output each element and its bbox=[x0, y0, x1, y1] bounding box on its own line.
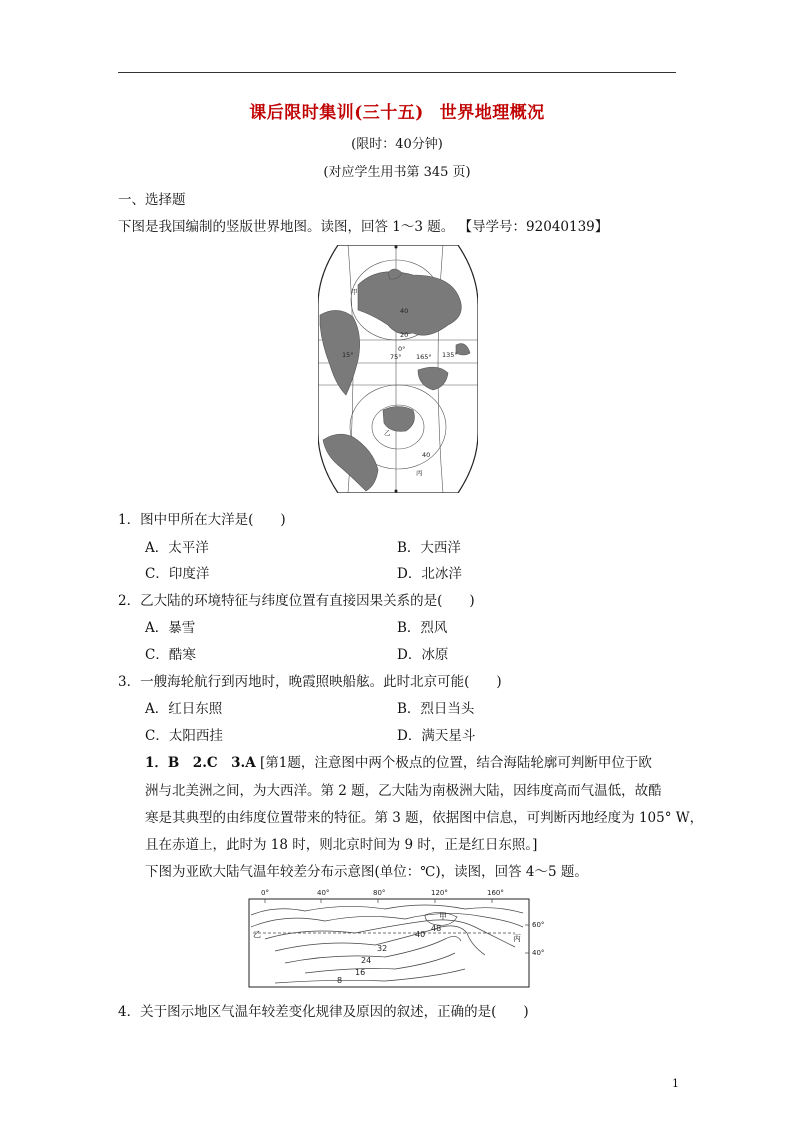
map2-tick-80: 80° bbox=[373, 889, 386, 897]
q2-option-a[interactable]: A．暴雪 bbox=[145, 620, 196, 636]
map2-tick-120: 120° bbox=[431, 889, 448, 897]
map1-label-20: 20 bbox=[400, 331, 409, 339]
map2-tick-40: 40° bbox=[317, 889, 330, 897]
answer-text-1: [第1题，注意图中两个极点的位置，结合海陆轮廓可判断甲位于欧 bbox=[260, 755, 652, 771]
map2-tick-60n: 60° bbox=[532, 921, 545, 929]
map2-label-jia: 甲 bbox=[439, 912, 447, 921]
q2-option-c[interactable]: C．酷寒 bbox=[145, 647, 196, 663]
q1-option-b[interactable]: B．大西洋 bbox=[397, 540, 461, 556]
q3-option-c[interactable]: C．太阳西挂 bbox=[145, 728, 223, 744]
map1-intro: 下图是我国编制的竖版世界地图。读图，回答 1～3 题。 【导学号：92040139】 bbox=[118, 219, 609, 235]
reference-page: (对应学生用书第 345 页) bbox=[323, 165, 471, 180]
vertical-world-map bbox=[318, 245, 478, 493]
q3-option-a[interactable]: A．红日东照 bbox=[145, 701, 223, 717]
answer-line-2: 洲与北美洲之间，为大西洋。第 2 题，乙大陆为南极洲大陆，因纬度高而气温低，故酷 bbox=[145, 783, 662, 799]
map1-label-40s: 40 bbox=[422, 451, 431, 459]
map2-label-16: 16 bbox=[355, 968, 366, 977]
map2-label-48: 48 bbox=[431, 924, 442, 933]
map1-label-jia: 甲 bbox=[351, 288, 358, 296]
answer-line-4: 且在赤道上，此时为 18 时，则北京时间为 9 时，正是红日东照。] bbox=[145, 837, 538, 853]
title-main: 课后限时集训(三十五) bbox=[249, 103, 424, 123]
q1-option-a[interactable]: A．太平洋 bbox=[145, 540, 209, 556]
map1-label-bing: 丙 bbox=[416, 469, 423, 477]
q3-option-d[interactable]: D．满天星斗 bbox=[397, 728, 476, 744]
map2-intro: 下图为亚欧大陆气温年较差分布示意图(单位：℃)，读图，回答 4～5 题。 bbox=[145, 864, 588, 880]
q2-option-d[interactable]: D．冰原 bbox=[397, 647, 449, 663]
question-2-stem: 2．乙大陆的环境特征与纬度位置有直接因果关系的是( ) bbox=[118, 593, 475, 609]
q2-option-b[interactable]: B．烈风 bbox=[397, 620, 448, 636]
map2-tick-0: 0° bbox=[261, 889, 269, 897]
q3-option-b[interactable]: B．烈日当头 bbox=[397, 701, 475, 717]
map1-label-yi: 乙 bbox=[384, 429, 391, 437]
eurasia-temperature-range-map bbox=[245, 887, 555, 989]
map2-label-8: 8 bbox=[337, 976, 343, 985]
map1-label-0deg: 0° bbox=[398, 345, 406, 353]
map2-tick-160: 160° bbox=[487, 889, 504, 897]
map2-label-bing: 丙 bbox=[513, 934, 521, 943]
map2-label-32: 32 bbox=[377, 944, 388, 953]
map1-label-135: 135° bbox=[442, 351, 458, 359]
map1-label-15: 15° bbox=[342, 351, 354, 359]
header-rule bbox=[118, 72, 676, 73]
map1-label-40n: 40 bbox=[400, 307, 409, 315]
question-3-stem: 3．一艘海轮航行到丙地时，晚霞照映船舷。此时北京可能( ) bbox=[118, 674, 502, 690]
answer-line-3: 寒是其典型的由纬度位置带来的特征。第 3 题，依据图中信息，可判断丙地经度为 105° W， bbox=[145, 810, 704, 826]
map2-tick-40n: 40° bbox=[532, 949, 545, 957]
map2-label-yi: 乙 bbox=[253, 930, 261, 939]
map1-label-165: 165° bbox=[416, 353, 432, 361]
map2-label-40: 40 bbox=[415, 930, 426, 939]
answer-line-1 bbox=[145, 751, 652, 771]
map2-label-24: 24 bbox=[361, 956, 372, 965]
q1-option-d[interactable]: D．北冰洋 bbox=[397, 566, 462, 582]
question-4-stem: 4．关于图示地区气温年较差变化规律及原因的叙述，正确的是( ) bbox=[118, 1004, 529, 1020]
title-topic: 世界地理概况 bbox=[439, 103, 545, 123]
q1-option-c[interactable]: C．印度洋 bbox=[145, 566, 210, 582]
page-title bbox=[0, 98, 794, 123]
section-heading: 一、选择题 bbox=[118, 192, 186, 208]
answer-keys: 1．B 2.C 3.A bbox=[145, 755, 256, 771]
question-1-stem: 1．图中甲所在大洋是( ) bbox=[118, 512, 286, 528]
page-number: 1 bbox=[672, 1077, 679, 1090]
time-limit: (限时：40分钟) bbox=[351, 137, 443, 152]
map1-label-75: 75° bbox=[390, 353, 402, 361]
